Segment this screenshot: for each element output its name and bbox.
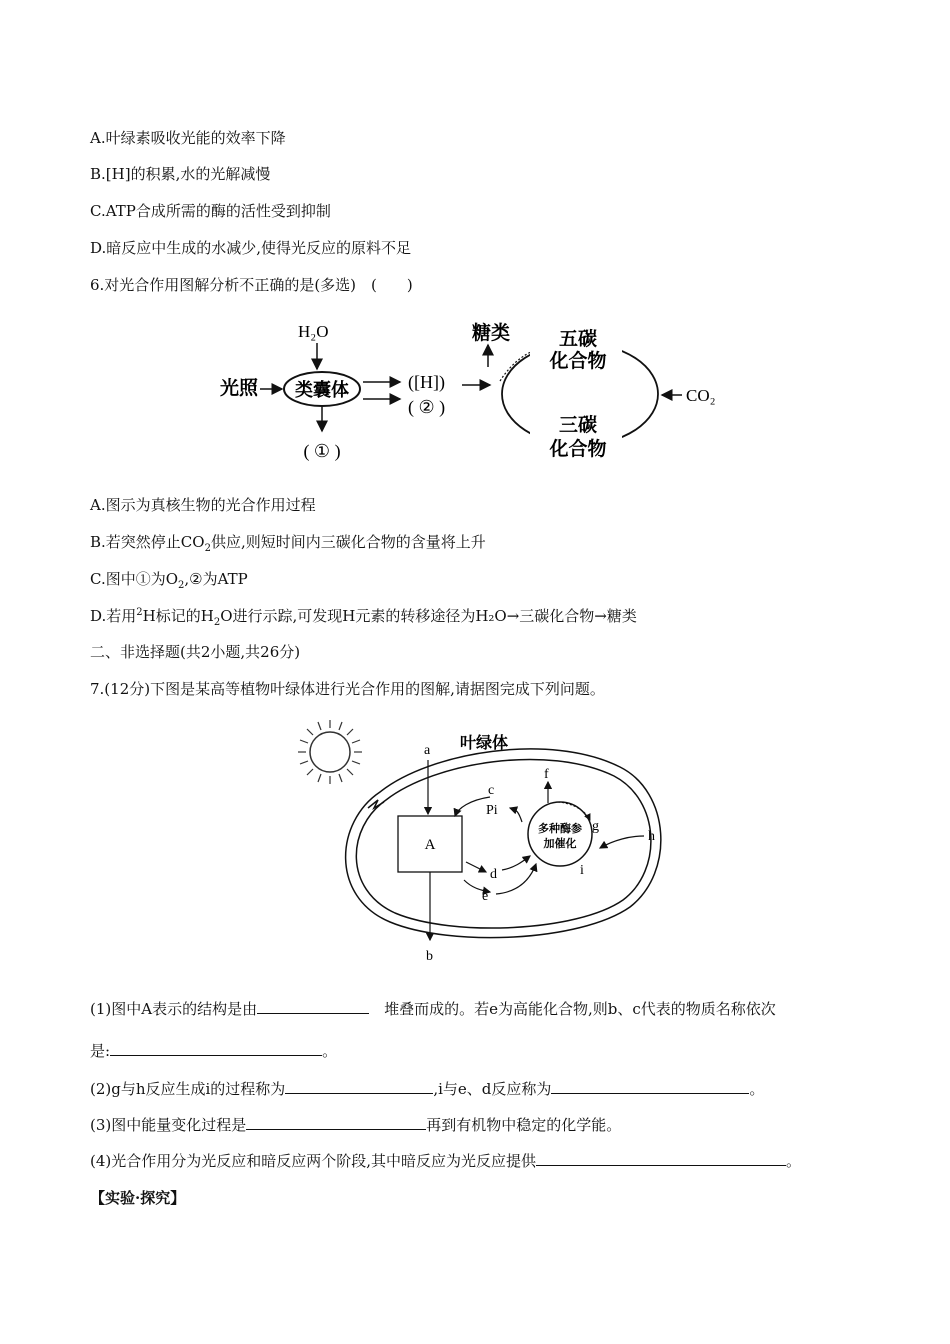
light-label: 光照: [220, 377, 259, 399]
label-g: g: [592, 819, 599, 834]
label-pi: Pi: [486, 803, 498, 818]
section-2-heading: 二、非选择题(共2小题,共26分): [90, 643, 301, 661]
enzyme-label-1: 多种酶参: [538, 822, 582, 835]
answer-blank-3[interactable]: [285, 1079, 433, 1094]
q7-part-3: (3)图中能量变化过程是 再到有机物中稳定的化学能。: [90, 1116, 622, 1134]
label-d: d: [490, 867, 497, 882]
h2o-label: H₂O: [298, 322, 329, 341]
structure-a-label: A: [424, 837, 436, 853]
q6-option-b: B.若突然停止$CO_2$供应,则短时间内三碳化合物的含量将上升: [90, 533, 486, 554]
answer-blank-1[interactable]: [257, 999, 369, 1014]
q5-option-d: D.暗反应中生成的水减少,使得光反应的原料不足: [90, 239, 412, 257]
answer-blank-4[interactable]: [551, 1079, 749, 1094]
q5-option-c: C.ATP合成所需的酶的活性受到抑制: [90, 202, 331, 220]
answer-blank-2[interactable]: [110, 1041, 322, 1056]
experiment-heading: 【实验·探究】: [90, 1189, 186, 1207]
q7-part-2: (2)g与h反应生成i的过程称为 ,i与e、d反应称为 。: [90, 1080, 765, 1098]
q6-option-c: C.图中①为$O_2,②$为ATP: [90, 570, 248, 591]
c3-label-2: 化合物: [549, 438, 607, 460]
label-c: c: [488, 783, 495, 798]
label-b: b: [426, 949, 433, 964]
answer-blank-5[interactable]: [246, 1115, 426, 1130]
q6-photosynthesis-diagram: [200, 305, 740, 470]
q6-stem: 6.对光合作用图解分析不正确的是(多选) ( ): [90, 276, 413, 294]
product-slot-1: ( ① ): [303, 441, 341, 461]
c5-label-1: 五碳: [558, 328, 598, 350]
q7-part-4: (4)光合作用分为光反应和暗反应两个阶段,其中暗反应为光反应提供 。: [90, 1152, 802, 1170]
chloroplast-title: 叶绿体: [460, 733, 509, 752]
q6-option-d: D.若用$^2$H标记的$H_2O$进行示踪,可发现H元素的转移途径为H₂O→三碳化合物→糖类: [90, 607, 637, 628]
q5-option-b: B.[H]的积累,水的光解减慢: [90, 165, 271, 183]
label-f: f: [544, 767, 549, 782]
thylakoid-label: 类囊体: [295, 380, 349, 401]
q7-part-1: (1)图中A表示的结构是由 堆叠而成的。若e为高能化合物,则b、c代表的物质名称依次: [90, 1000, 776, 1018]
label-i: i: [580, 863, 584, 878]
product-slot-2: ( ② ): [408, 397, 446, 417]
c3-label-1: 三碳: [558, 414, 598, 436]
q7-stem: 7.(12分)下图是某高等植物叶绿体进行光合作用的图解,请据图完成下列问题。: [90, 680, 605, 698]
enzyme-label-2: 加催化: [543, 837, 577, 850]
label-a: a: [424, 743, 431, 758]
q7-part-1-cont: 是: 。: [90, 1042, 338, 1060]
q7-chloroplast-diagram: [290, 712, 690, 972]
q5-option-a: A.叶绿素吸收光能的效率下降: [90, 129, 286, 147]
co2-label: CO₂: [686, 386, 716, 405]
q6-option-a: A.图示为真核生物的光合作用过程: [90, 496, 316, 514]
lightning-icon: [368, 800, 384, 808]
c5-label-2: 化合物: [549, 350, 607, 372]
sun-icon: [298, 720, 362, 784]
label-e: e: [482, 889, 489, 904]
chloroplast-outer-membrane: [346, 749, 661, 938]
sugar-label: 糖类: [472, 322, 511, 344]
answer-blank-6[interactable]: [536, 1151, 786, 1166]
label-h: h: [648, 829, 655, 844]
h-label: ([H]): [408, 372, 445, 392]
